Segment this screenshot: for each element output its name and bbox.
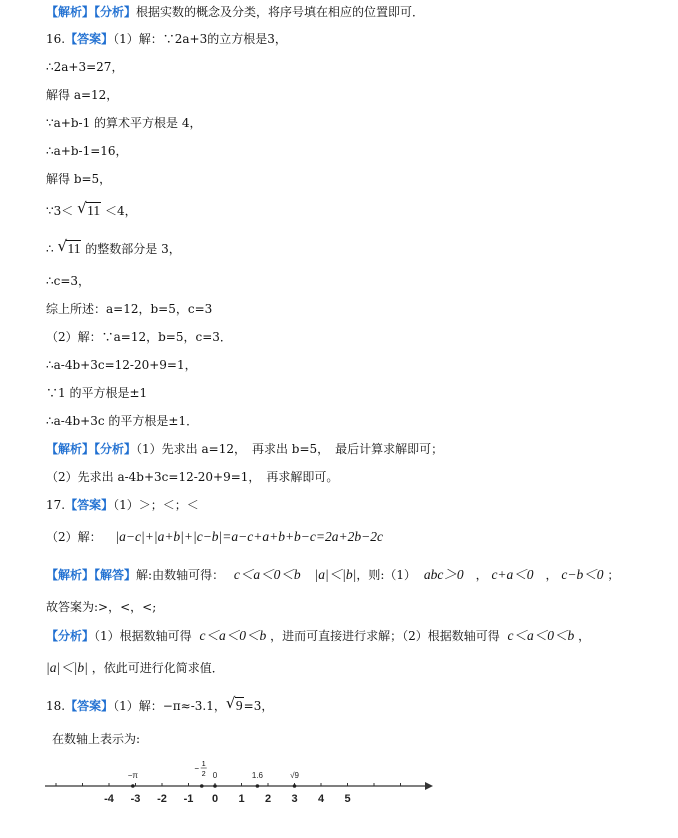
q17-jieda-math-3: abc＞0 bbox=[423, 567, 464, 582]
point-label: −π bbox=[127, 771, 138, 780]
tag-fenxi: 【分析】 bbox=[46, 629, 95, 643]
q17-answer-2-pre: （2）解： bbox=[46, 530, 102, 544]
tag-jieda: 【解答】 bbox=[94, 568, 137, 582]
q17-answer-tag: 【答案】 bbox=[65, 498, 114, 512]
q17-analysis: 【解析】【解答】解:由数轴可得： c＜a＜0＜b |a|＜|b|，则:（1） abc＞0 ， c+a＜0 ， c−b＜0 ； bbox=[46, 567, 620, 582]
q16-answer-tag: 【答案】 bbox=[65, 32, 114, 46]
q17-last bbox=[46, 660, 224, 676]
q16-part2-result: ∴a-4b+3c 的平方根是±1． bbox=[46, 414, 199, 428]
q17-last-text: ，依此可进行化简求值． bbox=[91, 661, 224, 675]
tick-label: -1 bbox=[183, 793, 194, 805]
svg-text:1: 1 bbox=[201, 761, 206, 768]
q17-fenxi-pre: （1）根据数轴可得 bbox=[94, 629, 192, 643]
tick-label: -2 bbox=[157, 793, 167, 805]
q16-part2-calc: ∴a-4b+3c=12-20+9=1， bbox=[46, 358, 197, 372]
point-label: 0 bbox=[212, 771, 218, 780]
tick-label: -4 bbox=[104, 793, 114, 805]
q17-fenxi-math-1: c＜a＜0＜b bbox=[199, 628, 267, 643]
q15-analysis-text: 根据实数的概念及分类，将序号填在相应的位置即可． bbox=[136, 5, 425, 19]
q17-jieda-end: ； bbox=[607, 568, 620, 582]
svg-text:2: 2 bbox=[201, 771, 206, 778]
q17-jieda-mid: ，则:（1） bbox=[356, 568, 417, 582]
q16-inequality bbox=[46, 199, 137, 219]
q16-ineq-post: ＜4， bbox=[104, 204, 137, 218]
q18-number: 18. bbox=[46, 699, 66, 713]
radicand: 11 bbox=[67, 241, 81, 256]
q16-line-1: （1）解：∵2a+3的立方根是3， bbox=[113, 32, 287, 46]
axis-arrow bbox=[425, 782, 433, 790]
sqrt-11: √ 11 bbox=[77, 199, 101, 218]
tick-label: 2 bbox=[264, 793, 272, 805]
q18-answer-tag: 【答案】 bbox=[65, 699, 114, 713]
tick-label: 1 bbox=[238, 793, 245, 805]
q17-answer-line: 故答案为:>，<，<; bbox=[46, 600, 157, 614]
tag-jiexi: 【解析】 bbox=[46, 5, 95, 19]
q16-line-3: 解得 a=12， bbox=[46, 88, 119, 102]
point-label: √9 bbox=[290, 771, 299, 780]
q17-number: 17. bbox=[46, 498, 66, 512]
q16-int-pre: ∴ bbox=[46, 242, 54, 256]
number-line bbox=[0, 755, 678, 815]
q16-summary: 综上所述：a=12，b=5，c=3 bbox=[46, 302, 213, 316]
q17-fenxi bbox=[46, 628, 590, 644]
q17-fenxi-math-2: c＜a＜0＜b bbox=[507, 628, 575, 643]
point-marker bbox=[256, 784, 260, 788]
tick-label: -3 bbox=[130, 793, 141, 805]
tag-jiexi: 【解析】 bbox=[46, 442, 95, 456]
q16-analysis-2: （2）先求出 a-4b+3c=12-20+9=1， 再求解即可。 bbox=[46, 470, 339, 484]
sqrt-11: √ 11 bbox=[57, 237, 81, 256]
q18-header bbox=[46, 694, 274, 714]
q16-part2: （2）解：∵a=12，b=5，c=3． bbox=[46, 330, 232, 344]
tag-fenxi: 【分析】 bbox=[94, 5, 137, 19]
q16-int-post: 的整数部分是 3， bbox=[85, 242, 181, 256]
q16-line-2: ∴2a+3=27， bbox=[46, 60, 124, 74]
q17-header bbox=[46, 497, 199, 513]
q16-analysis-1: （1）先求出 a=12， 再求出 b=5， 最后计算求解即可； bbox=[136, 442, 444, 456]
q18-answer-post: =3， bbox=[243, 699, 274, 713]
point-marker bbox=[200, 784, 204, 788]
point-marker bbox=[131, 784, 135, 788]
q15-analysis bbox=[46, 4, 424, 20]
q16-line-5: ∴a+b-1=16， bbox=[46, 144, 128, 158]
tag-fenxi: 【分析】 bbox=[94, 442, 137, 456]
q17-jieda-math-1: c＜a＜0＜b bbox=[233, 567, 301, 582]
radicand: 9 bbox=[235, 698, 243, 713]
svg-text:−: − bbox=[194, 764, 200, 773]
q16-line-c: ∴c=3， bbox=[46, 274, 91, 288]
q17-jieda-math-5: c−b＜0 bbox=[561, 567, 604, 582]
q17-answer-2 bbox=[46, 529, 383, 545]
q17-fenxi-mid: ，进而可直接进行求解；（2）根据数轴可得 bbox=[270, 629, 500, 643]
q17-jieda-math-4: c+a＜0 bbox=[491, 567, 534, 582]
point-marker bbox=[293, 784, 297, 788]
q16-ineq-pre: ∵3＜ bbox=[46, 204, 74, 218]
q17-last-math: |a|＜|b| bbox=[46, 660, 88, 675]
q16-line-6: 解得 b=5， bbox=[46, 172, 112, 186]
q18-answer-pre: （1）解：−π≈-3.1， bbox=[113, 699, 226, 713]
q16-integer-part bbox=[46, 237, 181, 257]
numberline-caption: 在数轴上表示为: bbox=[52, 732, 141, 746]
tick-label: 0 bbox=[211, 793, 219, 805]
q16-line-4: ∵a+b-1 的算术平方根是 4， bbox=[46, 116, 202, 130]
q16-header bbox=[46, 31, 287, 47]
tick-label: 5 bbox=[344, 793, 351, 805]
q17-jieda-math-2: |a|＜|b| bbox=[314, 567, 357, 582]
sqrt-9: √ 9 bbox=[225, 694, 243, 713]
q17-jieda-text: 解:由数轴可得： bbox=[136, 568, 225, 582]
point-marker bbox=[213, 784, 217, 788]
q17-answer-2-math: |a−c|+|a+b|+|c−b|=a−c+a+b+b−c=2a+2b−2c bbox=[115, 529, 383, 544]
tick-label: 4 bbox=[317, 793, 325, 805]
radicand: 11 bbox=[87, 203, 101, 218]
q16-part2-root: ∵1 的平方根是±1 bbox=[46, 386, 148, 400]
point-label: 1.6 bbox=[251, 771, 263, 780]
q17-answer-1: （1）＞；＜；＜ bbox=[113, 498, 199, 512]
point-label-fraction bbox=[194, 761, 206, 778]
q16-analysis bbox=[46, 441, 443, 457]
tag-jiexi: 【解析】 bbox=[46, 568, 95, 582]
q16-number: 16. bbox=[46, 32, 66, 46]
tick-label: 3 bbox=[291, 793, 298, 805]
q17-fenxi-end: ， bbox=[578, 629, 591, 643]
